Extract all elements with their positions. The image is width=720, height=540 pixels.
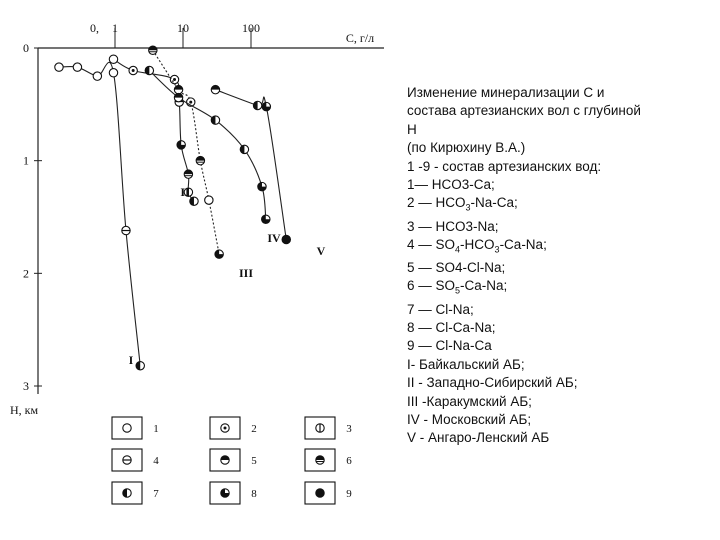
- legend-number: 7: [153, 488, 159, 500]
- x-axis-prefix: 0,: [90, 21, 99, 35]
- legend-number: 4: [153, 455, 159, 467]
- water-type-label: 4 — $SO_4-HCO_3-Ca-Na$;: [407, 236, 547, 255]
- data-point: [109, 69, 117, 77]
- legend-number: 9: [346, 488, 352, 500]
- water-type-label: 5 — SO4-Cl-Na;: [407, 260, 506, 276]
- legend-symbol: [221, 489, 229, 497]
- y-tick-label: 3: [23, 379, 29, 393]
- data-point: [184, 170, 192, 178]
- data-point: [122, 226, 130, 234]
- legend-symbol: [123, 456, 131, 464]
- legend-number: 5: [251, 455, 257, 467]
- x-tick-label: 100: [242, 21, 260, 35]
- data-point: [253, 101, 261, 109]
- y-tick-label: 1: [23, 153, 29, 168]
- water-type-label: 3 — HCO3-Na;: [407, 218, 499, 234]
- x-axis-title: С, г/л: [345, 31, 375, 45]
- data-point: [136, 362, 144, 370]
- data-point: [170, 75, 178, 83]
- data-point: [93, 72, 101, 80]
- data-point: [190, 197, 198, 205]
- caption-title-line: Н: [407, 121, 417, 137]
- data-point: [109, 55, 117, 63]
- caption-title-line: (по Кирюхину В.А.): [407, 140, 526, 156]
- curve-label: II: [180, 185, 190, 199]
- data-point: [174, 85, 182, 93]
- y-tick-label: 2: [23, 266, 29, 281]
- basin-label: V - Ангаро-Ленский АБ: [407, 430, 550, 446]
- caption-title-line: состава артезианских вол с глубиной: [407, 103, 641, 119]
- data-point: [205, 196, 213, 204]
- data-point: [196, 156, 204, 164]
- data-point: [262, 102, 270, 110]
- data-point: [174, 93, 182, 101]
- x-tick-label: 10: [177, 21, 189, 35]
- data-point: [215, 250, 223, 258]
- series-line-II: [113, 59, 193, 201]
- data-point: [262, 215, 270, 223]
- curve-label: V: [316, 244, 326, 258]
- data-point: [211, 116, 219, 124]
- water-type-label: 6 — $SO_5-Ca-Na$;: [407, 278, 508, 297]
- data-point: [282, 235, 290, 243]
- water-type-label: 9 — Cl-Na-Ca: [407, 338, 492, 354]
- series-line-V: [215, 90, 286, 240]
- data-point: [258, 182, 266, 190]
- legend-number: 6: [346, 455, 352, 467]
- legend-symbol: [221, 456, 229, 464]
- water-types-list: [407, 176, 707, 356]
- legend-number: 8: [251, 488, 257, 500]
- y-axis-title: Н, км: [9, 403, 39, 417]
- water-type-label: 7 — Cl-Na;: [407, 301, 474, 317]
- water-type-label: 2 — $HCO_3-Na-Ca$;: [407, 195, 518, 214]
- water-type-label: 8 — Cl-Ca-Na;: [407, 319, 496, 335]
- basin-label: II - Западно-Сибирский АБ;: [407, 375, 578, 391]
- water-type-label: 1— HCO3-Ca;: [407, 177, 495, 193]
- legend-symbol: [123, 424, 131, 432]
- legend-number: 2: [251, 423, 257, 435]
- y-tick-label: 0: [23, 41, 29, 55]
- data-point: [73, 63, 81, 71]
- caption-title-line: 1 -9 - состав артезианских вод:: [407, 158, 602, 174]
- legend-number: 1: [153, 423, 159, 435]
- legend-symbol: [316, 489, 324, 497]
- legend-symbol: [316, 456, 324, 464]
- caption-title-line: Изменение минерализации С и: [407, 85, 605, 100]
- legend-symbol: [221, 424, 229, 432]
- data-point: [177, 141, 185, 149]
- caption: [407, 84, 707, 448]
- data-point: [145, 66, 153, 74]
- series-line-I: [59, 62, 140, 365]
- data-point: [211, 85, 219, 93]
- basin-label: III -Каракумский АБ;: [407, 393, 532, 409]
- data-point: [55, 63, 63, 71]
- data-point: [240, 145, 248, 153]
- legend-symbol: [316, 424, 324, 432]
- legend-symbol: [123, 489, 131, 497]
- data-point: [129, 66, 137, 74]
- basin-label: IV - Московский АБ;: [407, 411, 532, 427]
- curve-label: III: [238, 266, 254, 280]
- legend-number: 3: [346, 423, 352, 435]
- data-point: [149, 46, 157, 54]
- x-tick-label: 1: [112, 21, 118, 35]
- series-line-III: [153, 50, 219, 254]
- curve-label: I: [128, 353, 134, 367]
- curve-label: IV: [267, 231, 281, 245]
- basin-label: I- Байкальский АБ;: [407, 356, 525, 372]
